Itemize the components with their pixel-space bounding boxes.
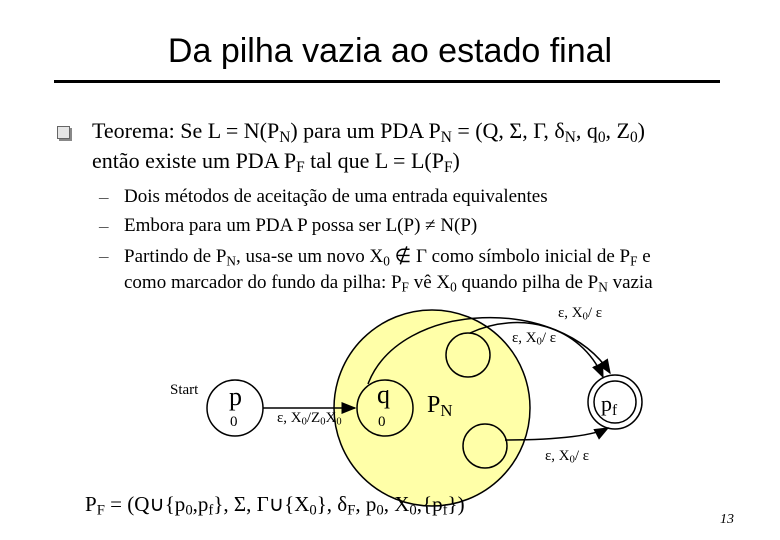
dash-1: –: [99, 187, 109, 208]
state-q0-subscript: 0: [378, 414, 386, 430]
state-q0-label: q: [377, 380, 390, 409]
state-p0-label: p: [229, 382, 242, 411]
subbullet-2: Embora para um PDA P possa ser L(P) ≠ N(P): [124, 215, 478, 236]
theorem-line-1: Teorema: Se $L = N(P_N)$ para um PDA $P_N = (Q$, Σ, Γ, $\delta_N$, $q_0$, $Z_0$): [92, 118, 645, 146]
state-p0-subscript: 0: [230, 414, 238, 430]
edge-label-outer: ε, $X_0/$ ε: [558, 305, 603, 323]
slide-title: Da pilha vazia ao estado final: [167, 32, 613, 70]
state-pf-label: $p_f$: [601, 391, 618, 419]
edge-label-inner: ε, $X_0/$ ε: [512, 330, 557, 348]
start-label: Start: [170, 382, 199, 398]
dash-3: –: [99, 246, 109, 267]
dash-2: –: [99, 216, 109, 237]
pf-definition-formula: $P_F$ = ($Q\cup\{p_0,p_f\}$, Σ, $\Gamma\cup\{X_0\}$, $\delta_F$, $p_0$, $X_0,\{p_f\}$): [85, 492, 465, 519]
subbullet-3: Partindo de $P_N$, usa-se um novo $X_0$ ∉ Γ como símbolo inicial de $P_F$ e: [124, 246, 651, 269]
subbullet-1: Dois métodos de aceitação de uma entrada equivalentes: [124, 186, 548, 207]
theorem-line-2: então existe um PDA $P_F$ tal que $L = L(P_F)$: [92, 148, 460, 176]
page-number: 13: [720, 512, 734, 527]
subbullet-3-continued: como marcador do fundo da pilha: $P_F$ vê $X_0$ quando pilha de $P_N$ vazia: [124, 272, 653, 295]
edge-label-bottom: ε, $X_0/$ ε: [545, 448, 590, 466]
edge-label-p0-q0: ε, $X_0/Z_0X_0$: [277, 410, 342, 428]
pn-label: $P_N$: [427, 392, 453, 421]
